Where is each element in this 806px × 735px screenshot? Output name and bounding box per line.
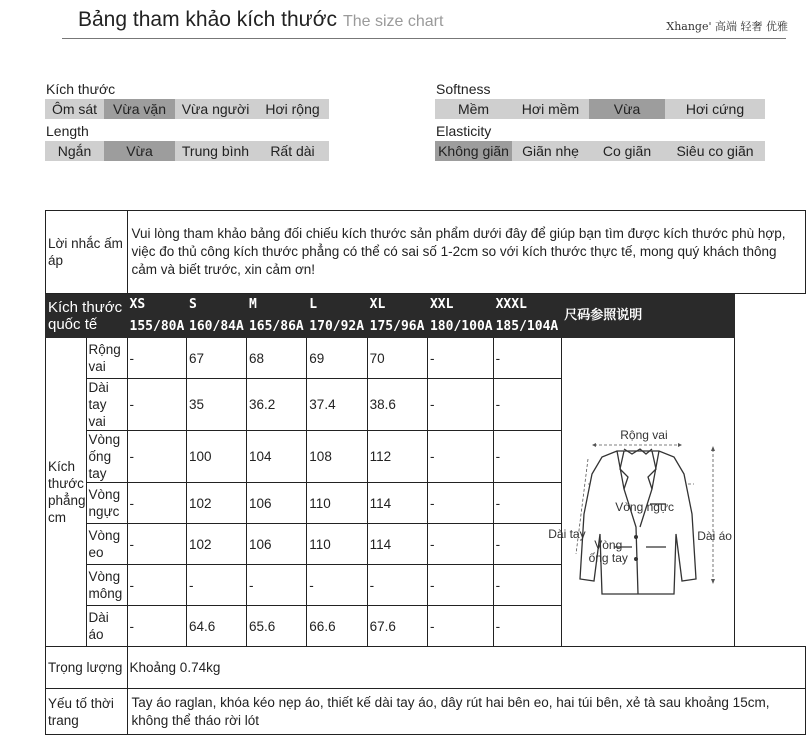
value-cell: 70 [367,338,427,379]
value-cell: 36.2 [246,379,306,431]
size-code: 160/84A [187,316,247,338]
row-label: Vòng eo [86,524,127,565]
fit-scale [45,99,329,119]
value-cell: - [493,524,562,565]
table-row [46,338,806,379]
value-cell: - [427,379,493,431]
value-cell: 104 [246,431,306,483]
softness-option: Mềm [435,99,512,119]
size-code: 155/80A [127,316,187,338]
diagram-label-shoulder: Rộng vai [620,427,668,442]
note-label: Lời nhắc ấm áp [46,211,128,294]
value-cell: 67.6 [367,606,427,647]
value-cell: 114 [367,524,427,565]
fit-option: Ôm sát [45,99,104,119]
elasticity-option: Co giãn [589,141,665,161]
value-cell: - [427,338,493,379]
jacket-illustration [562,349,734,636]
softness-option: Vừa [589,99,665,119]
fit-option: Hơi rộng [256,99,329,119]
size-name: M [246,294,306,316]
size-code: 185/104A [493,316,562,338]
note-row [46,211,806,294]
length-option: Vừa [104,141,175,161]
size-code: 165/86A [246,316,306,338]
value-cell: - [187,565,247,606]
diagram-label-cuff: Vòng ống tay [588,537,628,565]
value-cell: - [427,565,493,606]
diagram-label-chest: Vòng ngực [615,499,674,514]
size-name: XS [127,294,187,316]
size-name: XL [367,294,427,316]
size-label: Kích thước quốc tế [46,294,128,338]
row-label: Dài tay vai [86,379,127,431]
softness-scale [435,99,765,119]
value-cell: 67 [187,338,247,379]
value-cell: 38.6 [367,379,427,431]
size-code: 175/96A [367,316,427,338]
diagram-label-length: Dài áo [697,528,732,543]
title-en: The size chart [342,13,444,30]
fit-option: Vừa vặn [104,99,175,119]
elasticity-option: Siêu co giãn [665,141,765,161]
value-cell: - [427,431,493,483]
size-name: XXXL [493,294,562,316]
header-divider [62,38,786,39]
diagram-header: 尺码参照说明 [562,294,735,338]
value-cell: - [246,565,306,606]
brand-tagline: Xhange' 高端 轻奢 优雅 [666,20,788,33]
value-cell: - [427,524,493,565]
value-cell: - [493,565,562,606]
elasticity-option: Không giãn [435,141,512,161]
fashion-value: Tay áo raglan, khóa kéo nẹp áo, thiết kế dài tay áo, dây rút hai bên eo, hai túi bên, xẻ tà sau khoảng 15cm, không thể tháo rời lót [127,689,805,735]
value-cell: 65.6 [246,606,306,647]
size-table [45,210,806,735]
weight-value: Khoảng 0.74kg [127,647,805,689]
value-cell: - [427,606,493,647]
jacket-diagram-cell [548,338,735,647]
value-cell: 106 [246,524,306,565]
size-name: L [307,294,367,316]
length-option: Ngắn [45,141,104,161]
value-cell: - [427,483,493,524]
value-cell: - [307,565,367,606]
weight-label: Trọng lượng [46,647,128,689]
value-cell: 112 [367,431,427,483]
value-cell: 35 [187,379,247,431]
size-header-row [46,294,806,316]
page-title [78,8,443,32]
value-cell: 110 [307,524,367,565]
title-vi: Bảng tham khảo kích thước [78,8,337,31]
value-cell: 66.6 [307,606,367,647]
note-text: Vui lòng tham khảo bảng đối chiếu kích thước sản phẩm dưới đây để giúp bạn tìm được kích thước phù hợp, việc đo thủ công kích thước phẳng có thể có sai số 1-2cm so với kích thước thực tế, mong quý khách thông cảm và biết trước, xin cảm ơn! [127,211,805,294]
value-cell: - [127,483,187,524]
value-cell: 106 [246,483,306,524]
size-name: S [187,294,247,316]
elasticity-label: Elasticity [436,123,492,139]
elasticity-scale [435,141,765,161]
fashion-row [46,689,806,735]
size-code: 180/100A [427,316,493,338]
length-label: Length [46,123,89,139]
softness-option: Hơi cứng [665,99,765,119]
weight-row [46,647,806,689]
size-name: XXL [427,294,493,316]
value-cell: 110 [307,483,367,524]
value-cell: 102 [187,483,247,524]
row-label: Vòng ngực [86,483,127,524]
value-cell: - [127,565,187,606]
row-label: Rộng vai [86,338,127,379]
fashion-label: Yếu tố thời trang [46,689,128,735]
value-cell: - [127,431,187,483]
value-cell: 37.4 [307,379,367,431]
length-option: Rất dài [256,141,329,161]
value-cell: 69 [307,338,367,379]
elasticity-option: Giãn nhẹ [512,141,589,161]
softness-option: Hơi mềm [512,99,589,119]
value-cell: 114 [367,483,427,524]
length-option: Trung bình [175,141,256,161]
value-cell: - [493,379,562,431]
row-label: Vòng ống tay [86,431,127,483]
length-scale [45,141,329,161]
fit-option: Vừa người [175,99,256,119]
value-cell: - [127,606,187,647]
diagram-label-sleeve: Dài tay [548,526,586,541]
row-label: Dài áo [86,606,127,647]
size-code: 170/92A [307,316,367,338]
value-cell: - [127,524,187,565]
jacket-diagram [548,349,734,636]
value-cell: - [127,338,187,379]
value-cell: - [367,565,427,606]
value-cell: - [493,606,562,647]
fit-label: Kích thước [46,81,116,97]
value-cell: 64.6 [187,606,247,647]
softness-label: Softness [436,81,491,97]
value-cell: - [493,431,562,483]
value-cell: - [493,483,562,524]
value-cell: - [493,338,562,379]
row-label: Vòng mông [86,565,127,606]
value-cell: 100 [187,431,247,483]
value-cell: 102 [187,524,247,565]
value-cell: 68 [246,338,306,379]
value-cell: 108 [307,431,367,483]
value-cell: - [127,379,187,431]
measure-group-label: Kích thước phẳng cm [46,338,87,647]
